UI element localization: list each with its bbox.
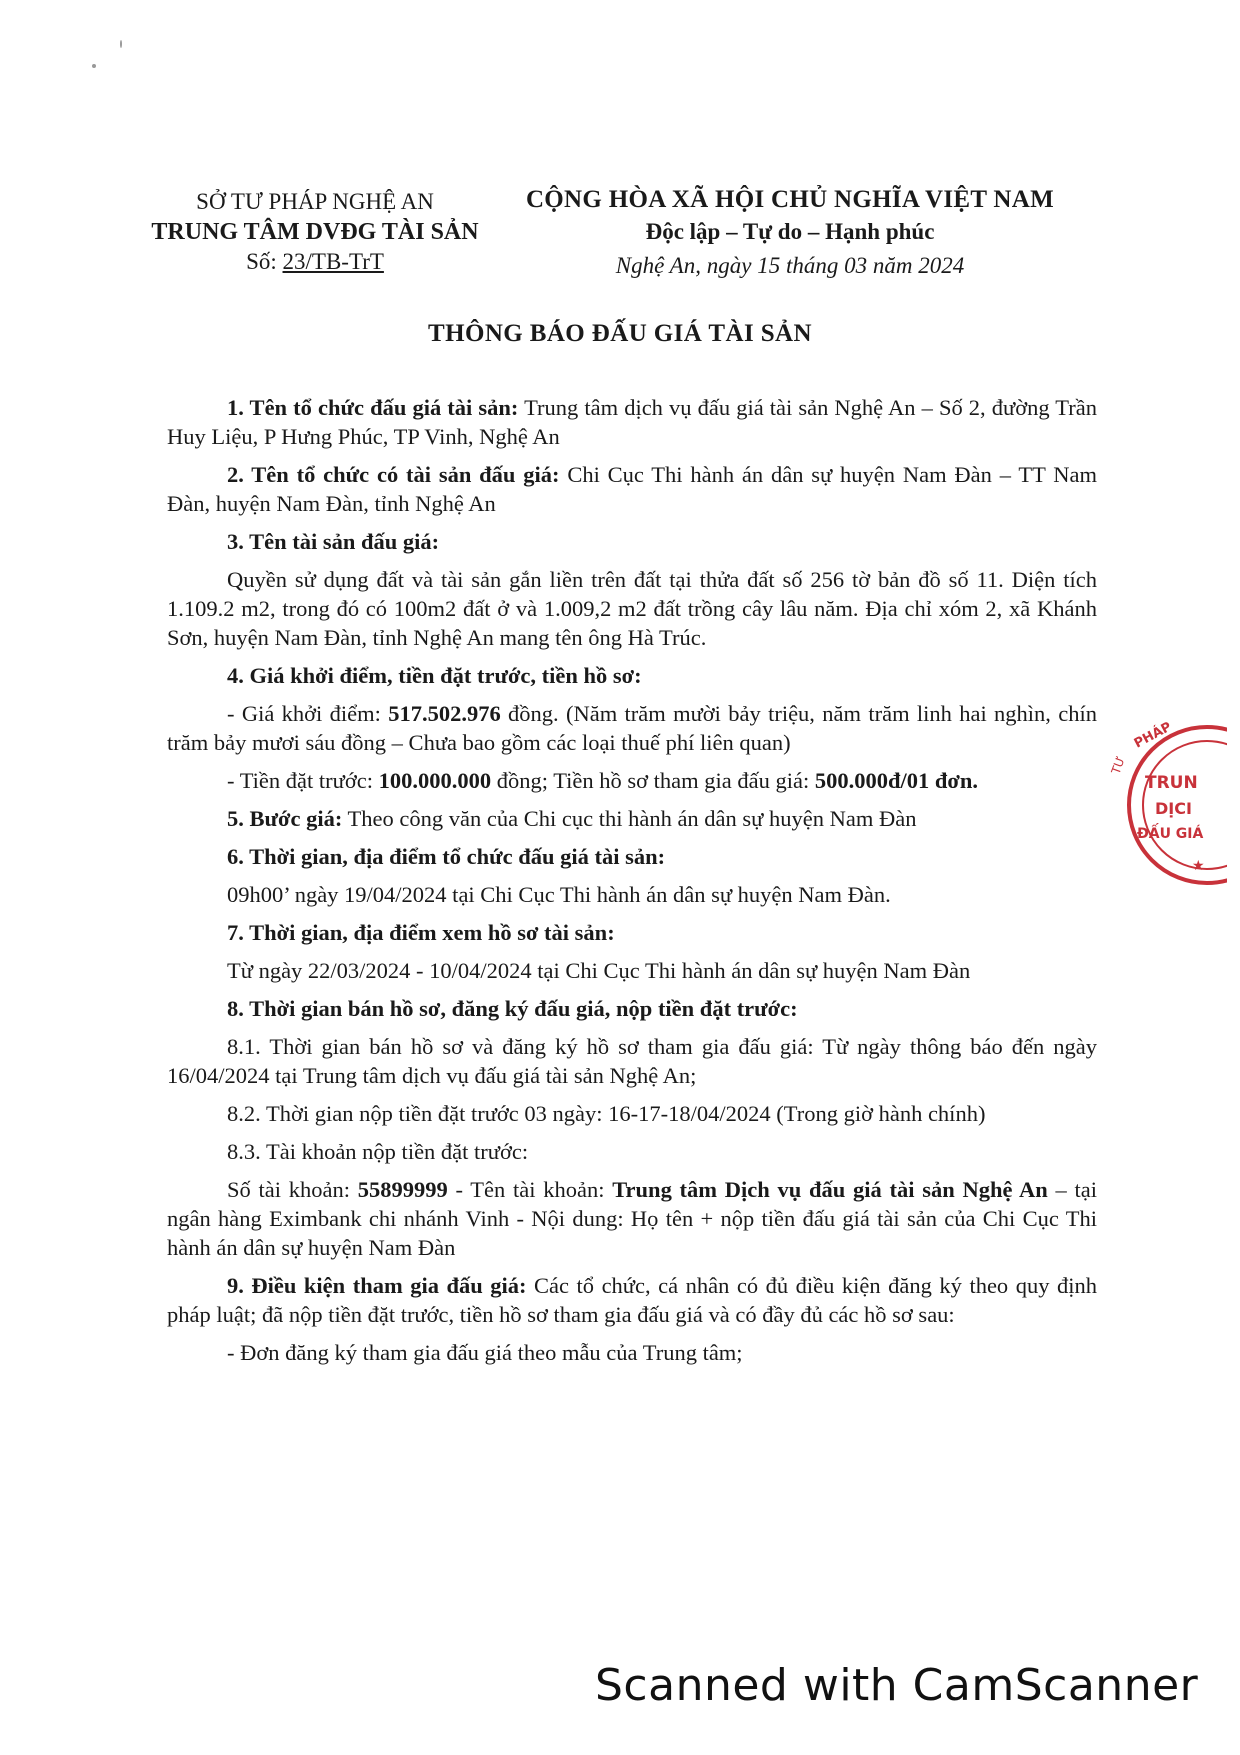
section-6-text: 09h00’ ngày 19/04/2024 tại Chi Cục Thi hành án dân sự huyện Nam Đàn. <box>227 882 891 907</box>
official-seal <box>1097 720 1227 890</box>
camscanner-watermark: Scanned with CamScanner <box>595 1660 1199 1711</box>
issuer-department: SỞ TƯ PHÁP NGHỆ AN <box>196 189 434 214</box>
section-6-heading: 6. Thời gian, địa điểm tổ chức đấu giá tài sản: <box>227 844 666 869</box>
svg-text:TRUN: TRUN <box>1145 773 1198 793</box>
doc-number: Số: 23/TB-TrT <box>246 249 384 274</box>
section-3-heading: 3. Tên tài sản đấu giá: <box>227 529 440 554</box>
svg-text:PHÁP: PHÁP <box>1131 720 1175 752</box>
section-8-2: 8.2. Thời gian nộp tiền đặt trước 03 ngày: 16-17-18/04/2024 (Trong giờ hành chính) <box>227 1101 986 1126</box>
scan-speck <box>92 64 96 68</box>
section-2: 2. Tên tổ chức có tài sản đấu giá: Chi Cục Thi hành án dân sự huyện Nam Đàn – TT Nam Đàn, huyện Nam Đàn, tỉnh Nghệ An <box>167 462 1097 516</box>
seal-graphic <box>1097 720 1227 890</box>
deposit-line: - Tiền đặt trước: 100.000.000 đồng; Tiền hồ sơ tham gia đấu giá: 500.000đ/01 đơn. <box>227 768 978 793</box>
starting-price: - Giá khởi điểm: 517.502.976 đồng. (Năm trăm mười bảy triệu, năm trăm linh hai nghìn, chín trăm bảy mươi sáu đồng – Chưa bao gồm các loại thuế phí liên quan) <box>167 701 1097 755</box>
section-5: 5. Bước giá: Theo công văn của Chi cục thi hành án dân sự huyện Nam Đàn <box>227 806 917 831</box>
svg-text:★: ★ <box>1192 858 1205 874</box>
issuer-center: TRUNG TÂM DVĐG TÀI SẢN <box>151 219 479 245</box>
issuer-block <box>150 187 480 277</box>
section-9: 9. Điều kiện tham gia đấu giá: Các tổ chức, cá nhân có đủ điều kiện đăng ký theo quy định pháp luật; đã nộp tiền đặt trước, tiền hồ sơ tham gia đấu giá và có đầy đủ các hồ sơ sau: <box>167 1273 1097 1327</box>
section-8-3: 8.3. Tài khoản nộp tiền đặt trước: <box>227 1139 529 1164</box>
section-7-text: Từ ngày 22/03/2024 - 10/04/2024 tại Chi Cục Thi hành án dân sự huyện Nam Đàn <box>227 958 971 983</box>
section-4-heading: 4. Giá khởi điểm, tiền đặt trước, tiền hồ sơ: <box>227 663 642 688</box>
scan-speck <box>120 40 122 48</box>
section-1: 1. Tên tổ chức đấu giá tài sản: Trung tâm dịch vụ đấu giá tài sản Nghệ An – Số 2, đường Trần Huy Liệu, P Hưng Phúc, TP Vinh, Nghệ An <box>167 395 1097 449</box>
requirement-item: - Đơn đăng ký tham gia đấu giá theo mẫu của Trung tâm; <box>227 1340 743 1365</box>
section-3-text: Quyền sử dụng đất và tài sản gắn liền trên đất tại thửa đất số 256 tờ bản đồ số 11. Diện tích 1.109.2 m2, trong đó có 100m2 đất ở và 1.009,2 m2 đất trồng cây lâu năm. Địa chỉ xóm 2, xã Khánh Sơn, huyện Nam Đàn, tỉnh Nghệ An mang tên ông Hà Trúc. <box>167 567 1097 650</box>
svg-text:DỊCI: DỊCI <box>1155 799 1192 818</box>
motto: Độc lập – Tự do – Hạnh phúc <box>645 219 935 244</box>
svg-text:TƯ: TƯ <box>1108 754 1128 777</box>
section-8-1: 8.1. Thời gian bán hồ sơ và đăng ký hồ sơ tham gia đấu giá: Từ ngày thông báo đến ngày 16/04/2024 tại Trung tâm dịch vụ đấu giá tài sản Nghệ An; <box>167 1034 1097 1088</box>
national-title: CỘNG HÒA XÃ HỘI CHỦ NGHĨA VIỆT NAM <box>525 186 1055 213</box>
place-date: Nghệ An, ngày 15 tháng 03 năm 2024 <box>615 253 965 278</box>
bank-account: Số tài khoản: 55899999 - Tên tài khoản: Trung tâm Dịch vụ đấu giá tài sản Nghệ An – tại ngân hàng Eximbank chi nhánh Vinh - Nội dung: Họ tên + nộp tiền đấu giá tài sản của Chi Cục Thi hành án dân sự huyện Nam Đàn <box>167 1177 1097 1260</box>
document-body <box>167 393 1097 1376</box>
section-7-heading: 7. Thời gian, địa điểm xem hồ sơ tài sản: <box>227 920 615 945</box>
svg-text:ĐẤU GIÁ: ĐẤU GIÁ <box>1137 826 1204 842</box>
document-title: THÔNG BÁO ĐẤU GIÁ TÀI SẢN <box>428 320 812 347</box>
national-motto-block <box>520 183 1060 285</box>
section-8-heading: 8. Thời gian bán hồ sơ, đăng ký đấu giá, nộp tiền đặt trước: <box>227 996 798 1021</box>
